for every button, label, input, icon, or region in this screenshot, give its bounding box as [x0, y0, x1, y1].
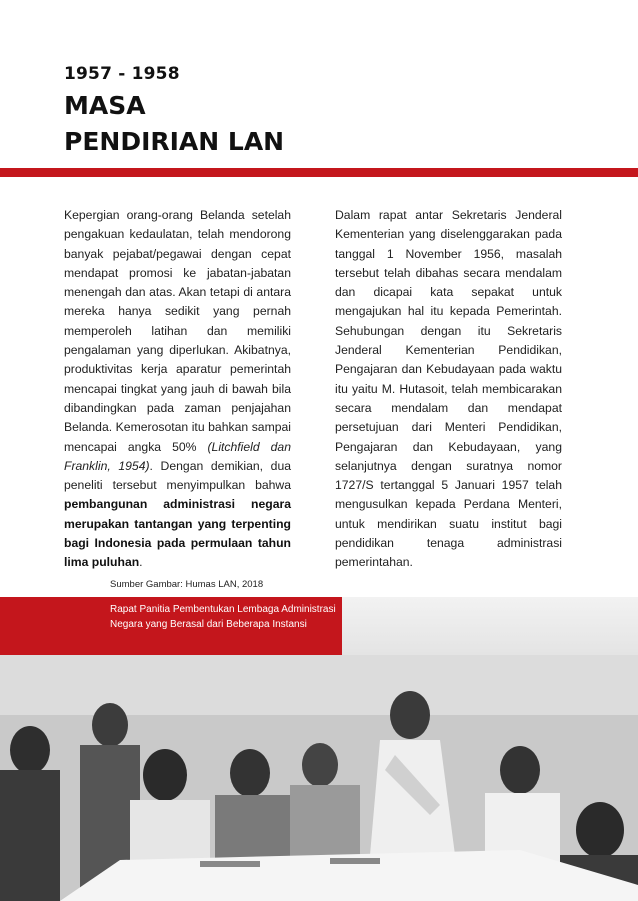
key-conclusion: pembangunan administrasi negara merupakan tantangan yang terpenting bagi Indonesia pada permulaan tahun lima puluhan [64, 497, 291, 570]
period-years: 1957 - 1958 [64, 64, 180, 84]
left-text-3: . [139, 555, 143, 570]
historic-meeting-photo [0, 655, 638, 901]
right-paragraph: Dalam rapat antar Sekretaris Jenderal Kementerian yang diselenggarakan pada tanggal 1 November 1956, masalah tersebut telah dibahas secara mendalam dan dicapai kata sepakat untuk mengajukan hal itu kepada Pemerintah. Sehubungan dengan itu Sekretaris Jenderal Kementerian Pendidikan, Pengajaran dan Kebudayaan pada waktu itu yaitu M. Hutasoit, telah membicarakan secara mendalam dan mendapat persetujuan dari Menteri Pendidikan, Pengajaran dan Kebudayaan, yang selanjutnya dengan suratnya nomor 1727/S tertanggal 5 Januari 1957 telah mengusulkan kepada Perdana Menteri, untuk mendirikan suatu institut bagi pendidikan tenaga administrasi pemerintahan. [335, 208, 562, 570]
photo-caption-box [0, 597, 342, 655]
left-text-2: . Dengan demikian, dua peneliti tersebut menyimpulkan bahwa [64, 458, 292, 493]
photo-upper-area [342, 597, 638, 655]
page-title [64, 88, 284, 160]
caption-line-1: Rapat Panitia Pembentukan Lembaga Administrasi [110, 604, 336, 615]
right-column [335, 206, 562, 573]
left-column [64, 206, 291, 573]
red-divider-bar [0, 168, 638, 177]
left-paragraph [64, 206, 291, 573]
left-text-1: Kepergian orang-orang Belanda setelah pengakuan kedaulatan, telah mendorong banyak pejabat/pegawai dengan cepat mendapat promosi ke jabatan-jabatan menengah dan atas. Akan tetapi di antara mereka hanya sedikit yang pernah memperoleh latihan dan memiliki pengalaman yang diperlukan. Akibatnya, produktivitas kerja aparatur pemerintah mencapai tingkat yang jauh di bawah bila dibandingkan pada zaman penjajahan Belanda. Kemerosotan itu bahkan sampai mencapai angka 50% [64, 208, 291, 454]
caption-line-2: Negara yang Berasal dari Beberapa Instansi [110, 619, 307, 630]
title-line-1: MASA [64, 91, 146, 120]
meeting-photo-illustration [0, 655, 638, 901]
page-header [64, 64, 284, 160]
title-line-2: PENDIRIAN LAN [64, 127, 285, 156]
image-source: Sumber Gambar: Humas LAN, 2018 [110, 579, 264, 590]
citation: (Litchfield dan Franklin, 1954) [64, 439, 291, 473]
